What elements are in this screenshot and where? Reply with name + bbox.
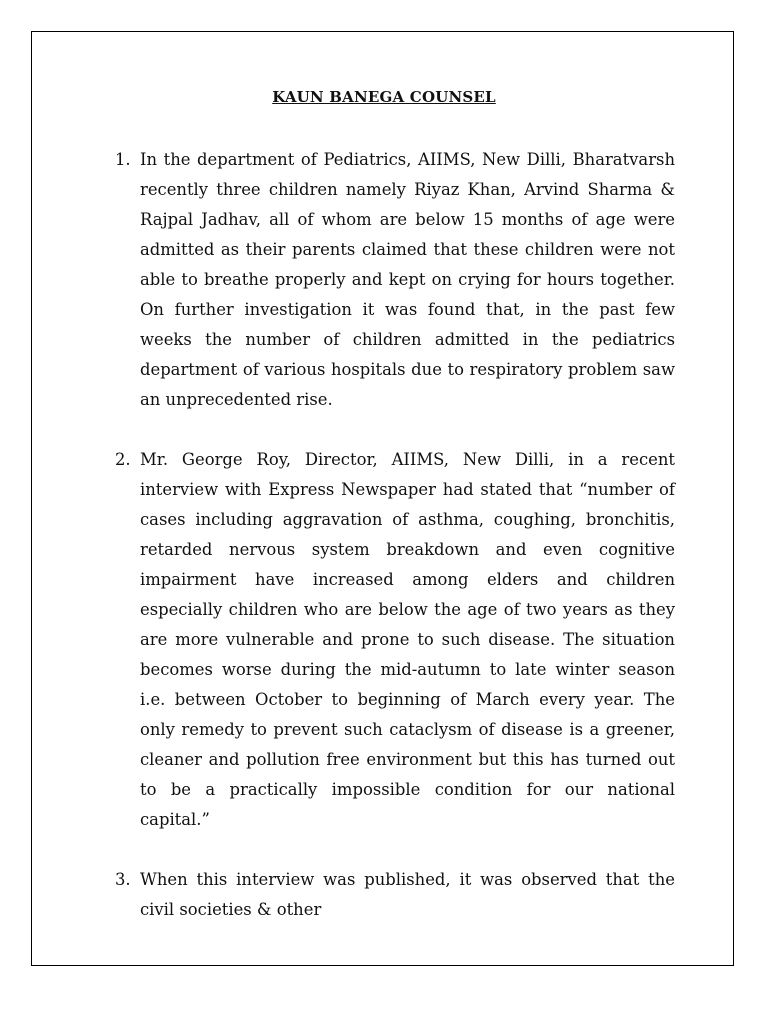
document-title: KAUN BANEGA COUNSEL bbox=[272, 88, 496, 106]
list-item-text: When this interview was published, it was observed that the civil societies & other bbox=[140, 870, 675, 919]
list-item bbox=[115, 145, 675, 415]
numbered-list bbox=[115, 145, 675, 925]
list-item-number: 3. bbox=[115, 870, 131, 889]
list-item-number: 1. bbox=[115, 150, 131, 169]
list-item-text: Mr. George Roy, Director, AIIMS, New Dilli, in a recent interview with Express Newspaper had stated that “number of cases including aggravation of asthma, coughing, bronchitis, retarded nervous system breakdown and even cognitive impairment have increased among elders and children especially children who are below the age of two years as they are more vulnerable and prone to such disease. The situation becomes worse during the mid-autumn to late winter season i.e. between October to beginning of March every year. The only remedy to prevent such cataclysm of disease is a greener, cleaner and pollution free environment but this has turned out to be a practically impossible condition for our national capital.” bbox=[140, 450, 675, 829]
list-item bbox=[115, 445, 675, 835]
list-item-number: 2. bbox=[115, 450, 131, 469]
list-item bbox=[115, 865, 675, 925]
list-item-text: In the department of Pediatrics, AIIMS, New Dilli, Bharatvarsh recently three children namely Riyaz Khan, Arvind Sharma & Rajpal Jadhav, all of whom are below 15 months of age were admitted as their parents claimed that these children were not able to breathe properly and kept on crying for hours together. On further investigation it was found that, in the past few weeks the number of children admitted in the pediatrics department of various hospitals due to respiratory problem saw an unprecedented rise. bbox=[140, 150, 675, 409]
